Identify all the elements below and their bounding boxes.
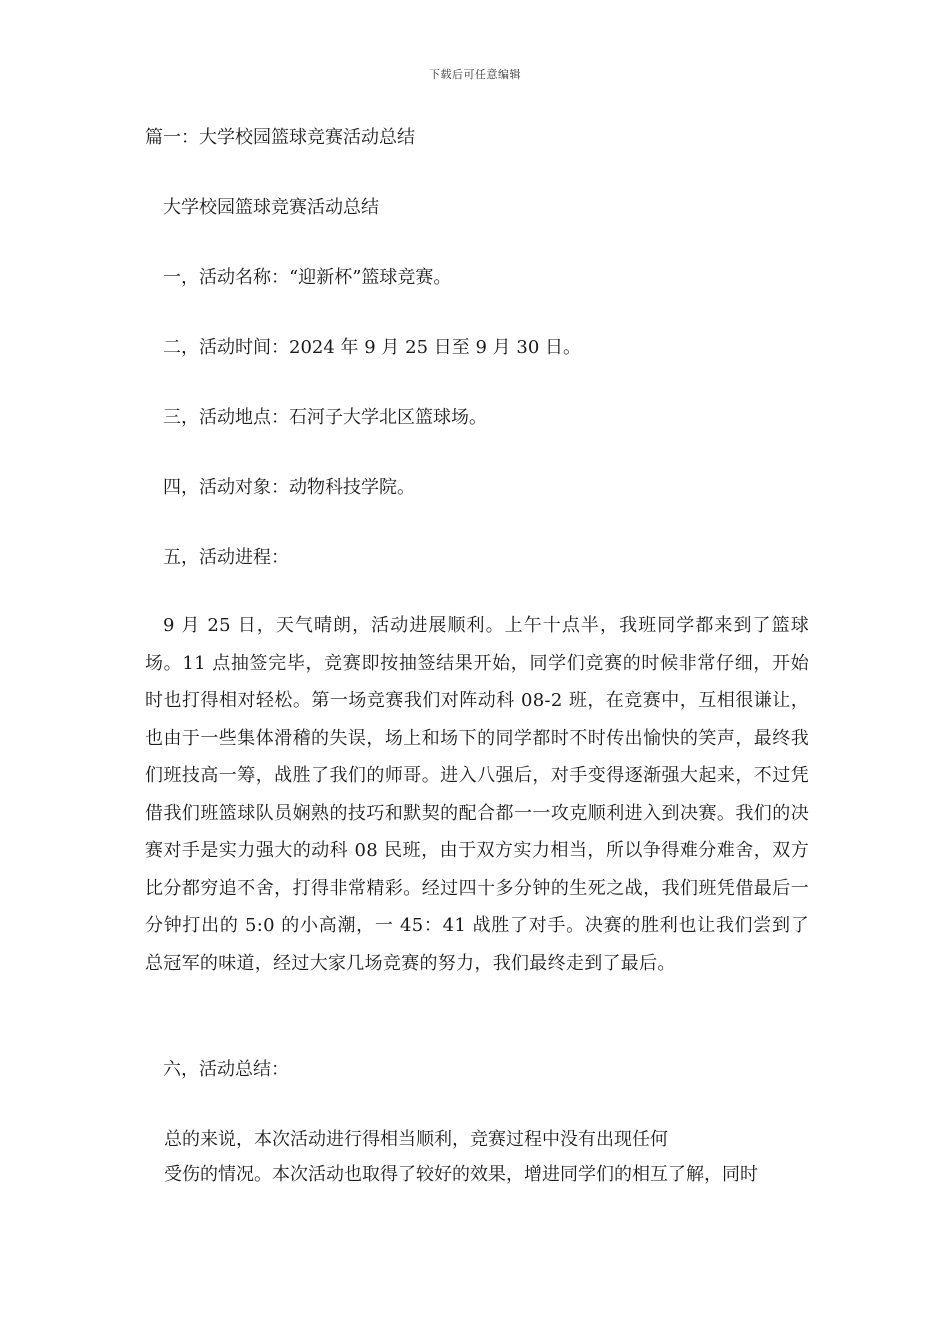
summary-line-1: 总的来说，本次活动进行得相当顺利，竞赛过程中没有出现任何 xyxy=(164,1129,668,1150)
summary-line-2: 受伤的情况。本次活动也取得了较好的效果，增进同学们的相互了解，同时 xyxy=(164,1164,758,1185)
page-header-note: 下载后可任意编辑 xyxy=(429,68,521,81)
progress-paragraph: 9 月 25 日，天气晴朗，活动进展顺利。上午十点半，我班同学都来到了篮球场。11 点抽签完毕，竞赛即按抽签结果开始，同学们竞赛的时候非常仔细，开始时也打得相对轻松。第一场竞赛我们对阵动科 08-2 班，在竞赛中，互相很谦让，也由于一些集体滑稽的失误，场上和场下的同学都时不时传出愉快的笑声，最终我们班技高一筹，战胜了我们的师哥。进入八强后，对手变得逐渐强大起来，不过凭借我们班篮球队员娴熟的技巧和默契的配合都一一攻克顺利进入到决赛。我们的决赛对手是实力强大的动科 08 民班，由于双方实力相当，所以争得难分难舍，双方比分都穷追不舍，打得非常精彩。经过四十多分钟的生死之战，我们班凭借最后一分钟打出的 5:0 的小高潮，一 45：41 战胜了对手。决赛的胜利也让我们尝到了总冠军的味道，经过大家几场竞赛的努力，我们最终走到了最后。 xyxy=(145,615,809,974)
chapter-title: 篇一：大学校园篮球竞赛活动总结 xyxy=(145,127,415,148)
item-activity-location: 三，活动地点：石河子大学北区篮球场。 xyxy=(163,407,487,428)
item-activity-progress-heading: 五，活动进程： xyxy=(163,547,289,568)
document-subtitle: 大学校园篮球竞赛活动总结 xyxy=(163,197,379,218)
item-activity-target: 四，活动对象：动物科技学院。 xyxy=(163,477,415,498)
item-activity-time: 二，活动时间：2024 年 9 月 25 日至 9 月 30 日。 xyxy=(163,337,582,358)
item-activity-name: 一，活动名称：“迎新杯”篮球竞赛。 xyxy=(163,267,452,288)
item-activity-summary-heading: 六，活动总结： xyxy=(163,1059,289,1080)
